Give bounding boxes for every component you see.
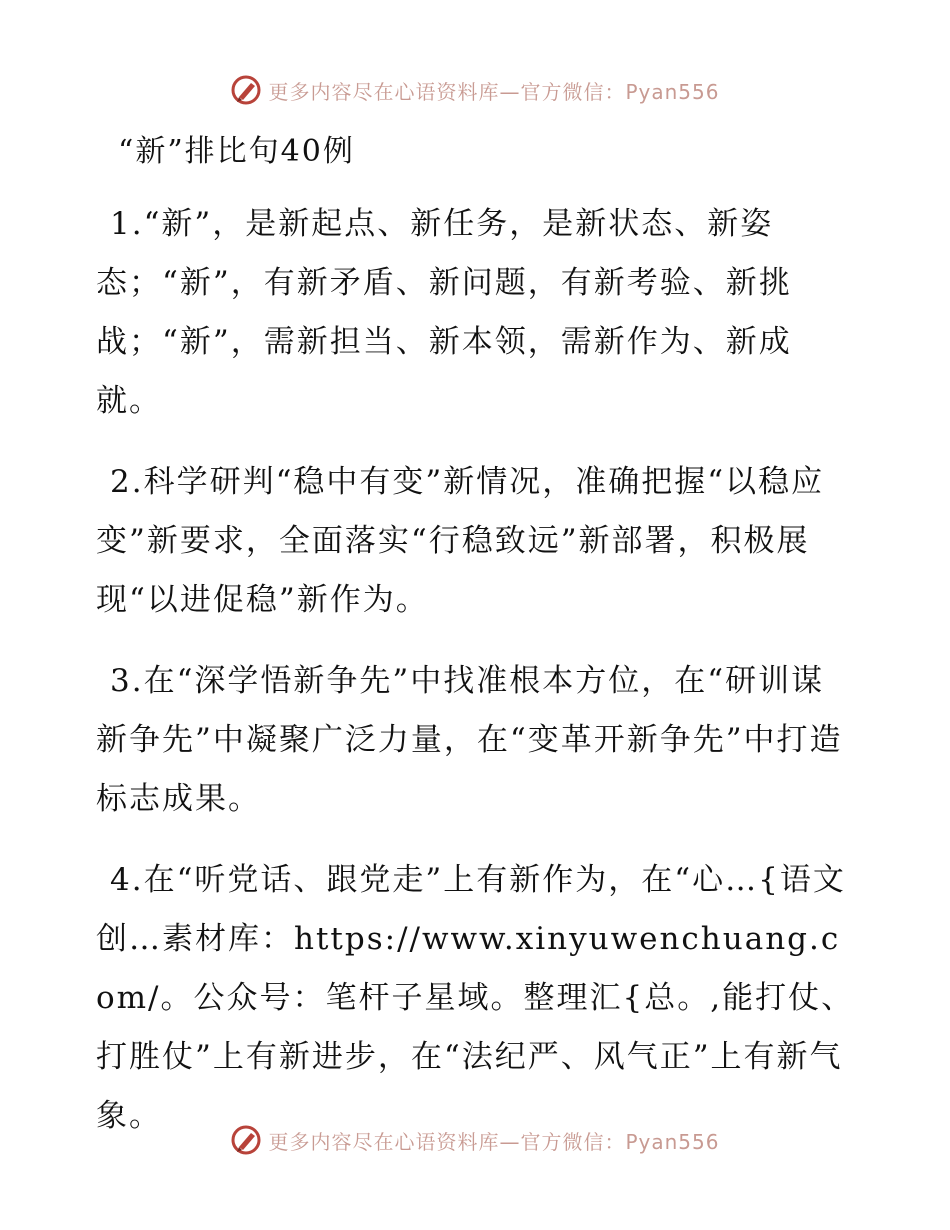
- item-text: 在“听党话、跟党走”上有新作为，在“心…{语文创…素材库：https://www.xinyuwenchuang.com/。公众号：笔杆子星域。整理汇{总。,能打仗、打胜仗”上有新进步，在“法纪严、风气正”上有新气象。: [96, 862, 855, 1134]
- watermark-banner-top: [0, 70, 950, 110]
- pen-logo-icon: [230, 1124, 262, 1156]
- watermark-text: 更多内容尽在心语资料库—官方微信：Pyan556: [268, 1129, 720, 1154]
- watermark-text: 更多内容尽在心语资料库—官方微信：Pyan556: [268, 79, 720, 104]
- list-item: [96, 453, 856, 630]
- list-item: [96, 851, 856, 1146]
- item-text: 在“深学悟新争先”中找准根本方位，在“研训谋新争先”中凝聚广泛力量，在“变革开新争先”中打造标志成果。: [96, 663, 843, 817]
- item-number: 4.: [110, 862, 144, 898]
- item-number: 3.: [110, 663, 144, 699]
- watermark-banner-bottom: [0, 1120, 950, 1160]
- item-number: 1.: [110, 206, 144, 242]
- item-text: “新”，是新起点、新任务，是新状态、新姿态；“新”，有新矛盾、新问题，有新考验、新挑战；“新”，需新担当、新本领，需新作为、新成就。: [96, 206, 792, 419]
- item-text: 科学研判“稳中有变”新情况，准确把握“以稳应变”新要求，全面落实“行稳致远”新部署，积极展现“以进促稳”新作为。: [96, 464, 825, 618]
- pen-logo-icon: [230, 74, 262, 106]
- list-item: [96, 652, 856, 829]
- item-number: 2.: [110, 464, 144, 500]
- list-item: [96, 195, 856, 431]
- document-body: [96, 195, 856, 1168]
- document-title: “新”排比句40例: [118, 134, 355, 169]
